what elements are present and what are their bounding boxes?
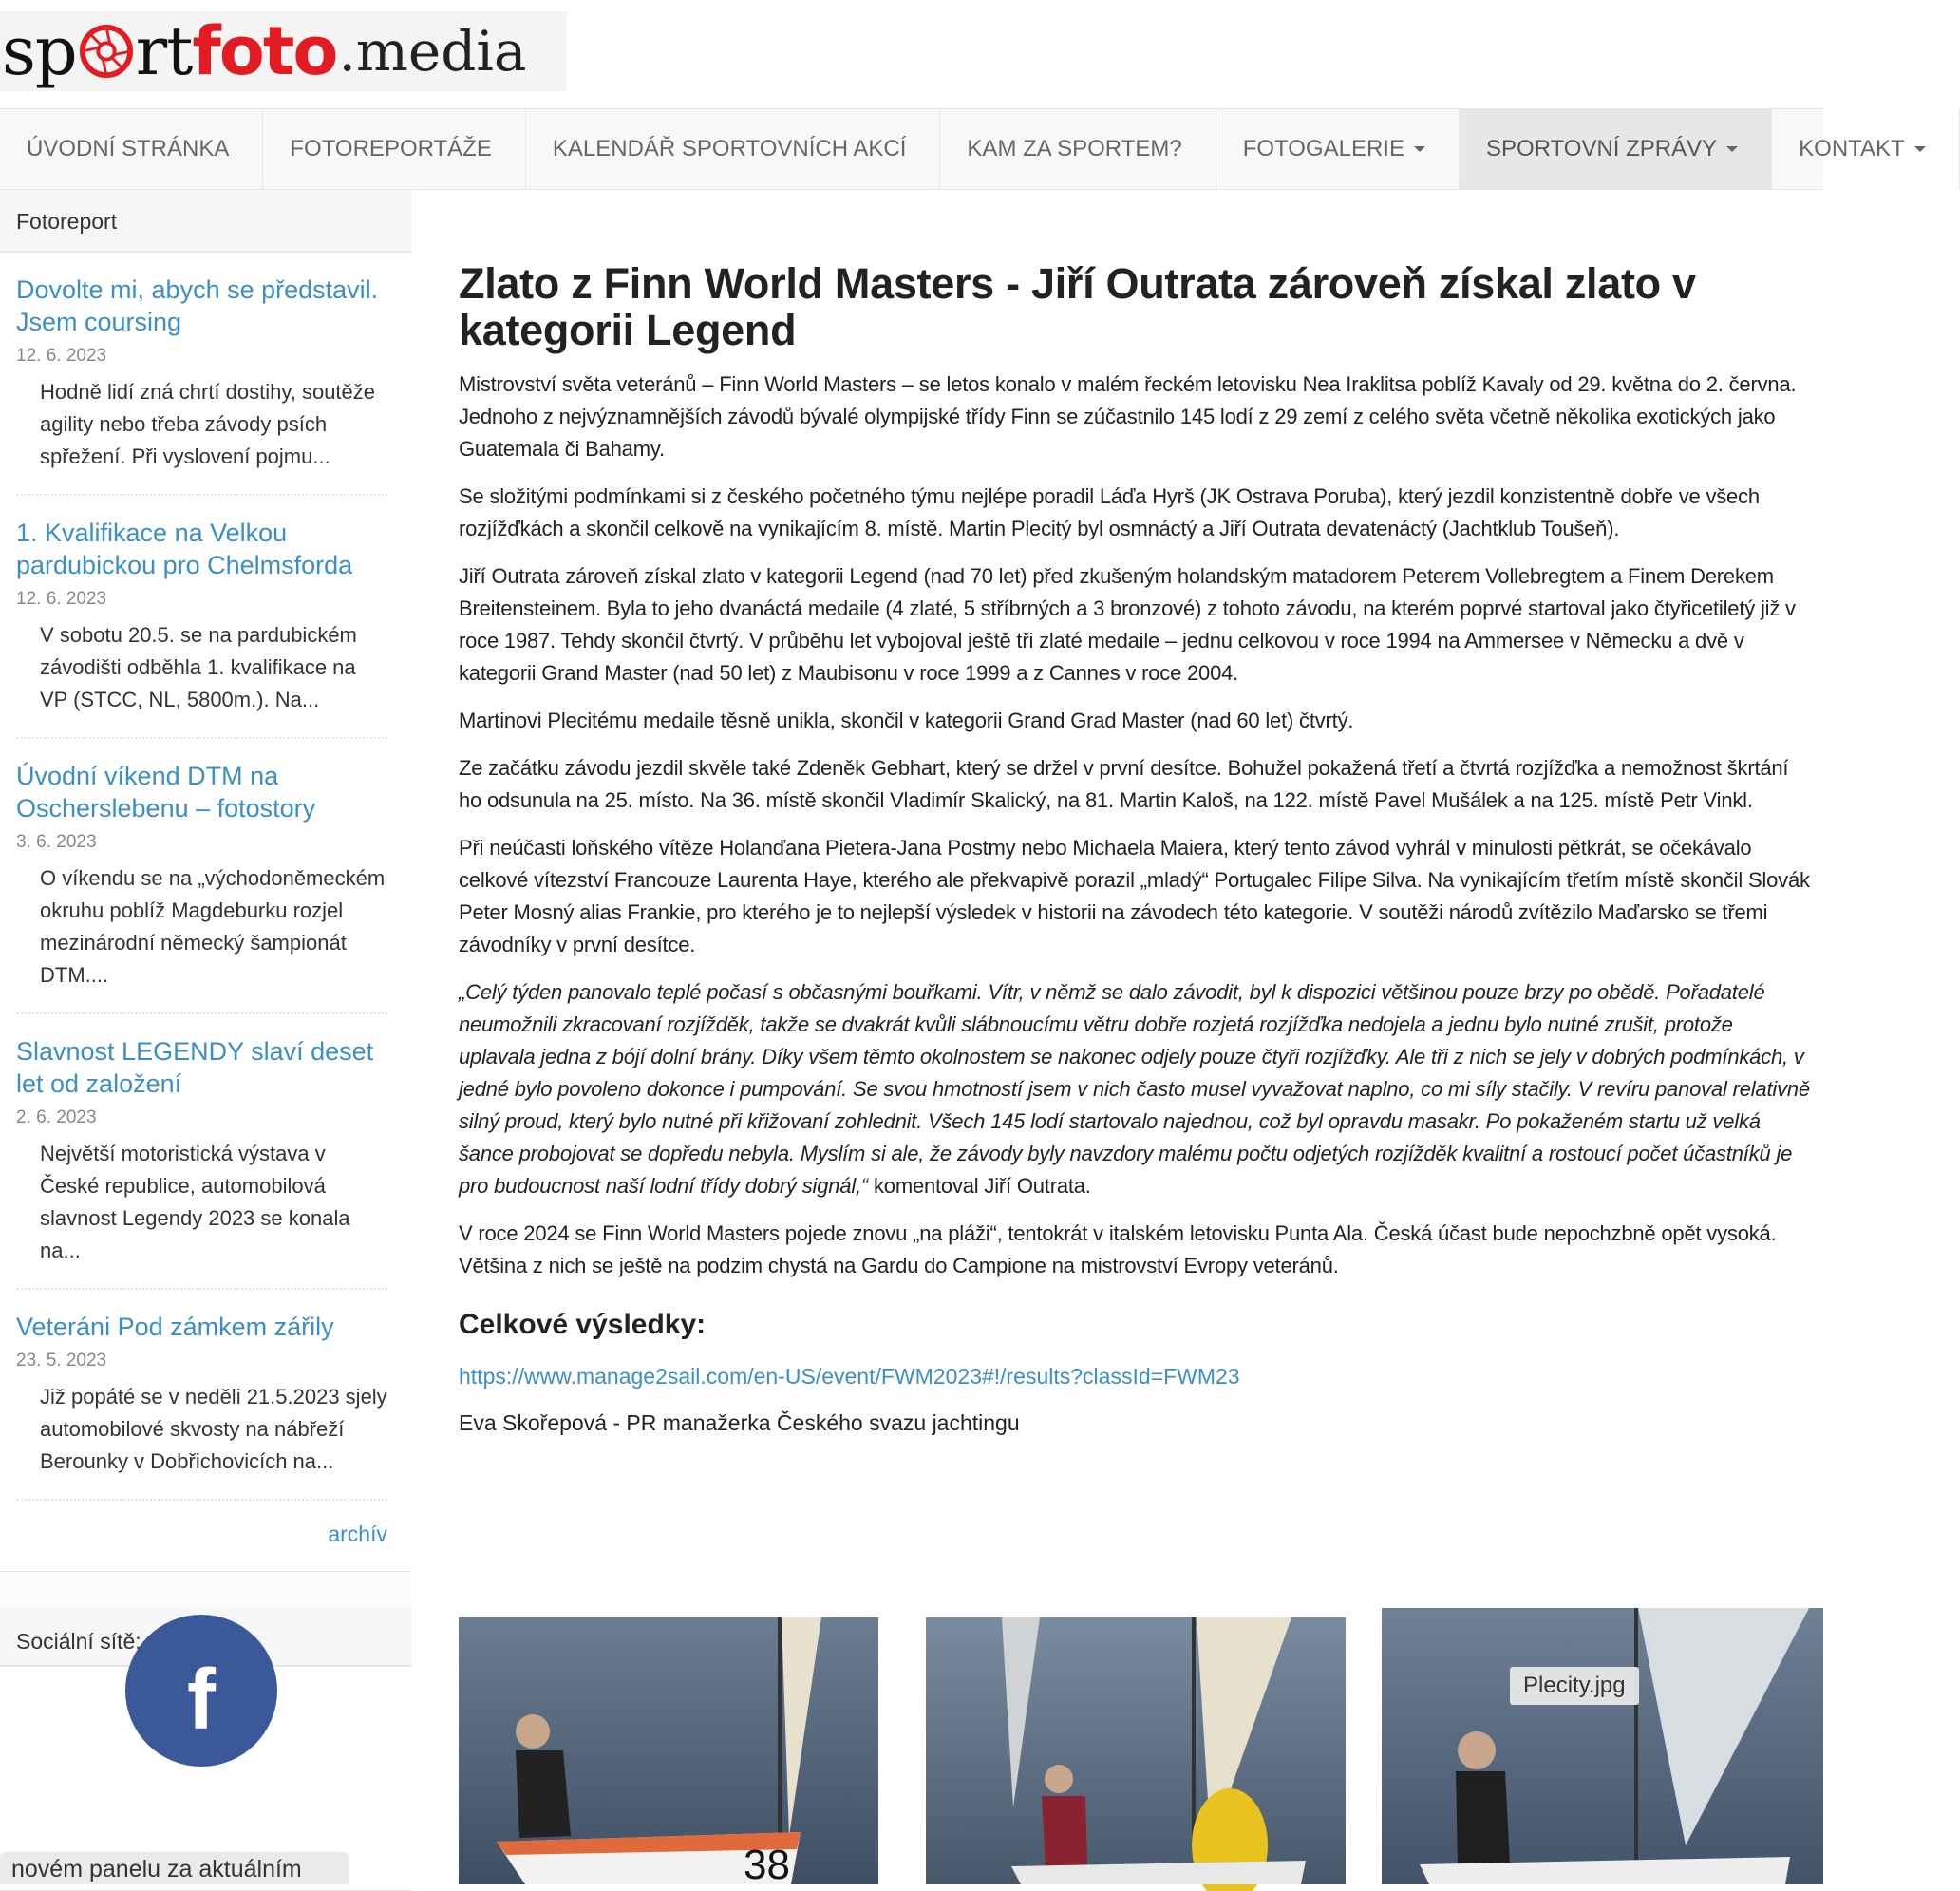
results-link[interactable]: https://www.manage2sail.com/en-US/event/FWM2023#!/results?classId=FWM23 xyxy=(459,1364,1240,1389)
sidebar-article-excerpt: Největší motoristická výstava v České republice, automobilová slavnost Legendy 2023 se konala na... xyxy=(40,1142,350,1262)
site-header xyxy=(0,0,1823,108)
article-paragraph: Ze začátku závodu jezdil skvěle také Zdeněk Gebhart, který se držel v první desítce. Bohužel pokažená třetí a čtvrtá rozjížďka a nemožnost škrtání ho odsunula na 25. místo. Na 36. místě skončil Vladimír Skalický, na 81. Martin Kaloš, na 122. místě Pavel Mušálek a na 125. místě Petr Vinkl. xyxy=(459,756,1789,812)
sidebar-article-title-link[interactable]: Úvodní víkend DTM na Oscherslebenu – fotostory xyxy=(16,762,316,823)
article-paragraph: Při neúčasti loňského vítěze Holanďana Pietera-Jana Postmy nebo Michaela Maiera, který tento závod vyhrál v minulosti pětkrát, se očekávalo celkové vítezství Francouze Laurenta Haye, kterého ale překvapivě porazil „mladý“ Portugalec Filipe Silva. Na vynikajícím třetím místě skončil Slovák Peter Mosný alias Frankie, pro kterého je to nejlepší výsledek v historii na závodech této kategorie. V soutěži národů zvítězilo Maďarsko se třemi závodníky v první desítce. xyxy=(459,836,1810,956)
article-quote: „Celý týden panovalo teplé počasí s občasnými bouřkami. Vítr, v němž se dalo závodit, byl k dispozici většinou pouze brzy po obědě. Pořadatelé neumožnili zkracovaní rozjížděk, takže se dvakrát kvůli slábnoucímu větru dobře rozjetá rozjížďka nedojela a jednu bylo nutné zrušit, protože uplavala jedna z bójí dolní brány. Díky všem těmto okolnostem se nakonec odjely pouze čtyři rozjížďky. Ale tři z nich se jely v dobrých podmínkách, v jedné bylo povoleno dokonce i pumpování. Se svou hmotností jsem v nich často musel vyvažovat naplno, co mi síly stačily. V revíru panoval relativně silný proud, který bylo nutné při křižovaní zohlednit. Všech 145 lodí startovalo najednou, což byl opravdu masakr. Po pokaženém startu už velká šance probojovat se dopředu nebyla. Myslím si ale, že závody byly navzdory malému počtu odjetých rozjížděk kvalitní a rostoucí počet účastníků je pro budoucnost naší lodní třídy dobrý signál,“ xyxy=(459,980,1810,1198)
facebook-icon[interactable]: f xyxy=(125,1615,277,1767)
results-heading: Celkové výsledky: xyxy=(459,1309,707,1340)
status-toast: novém panelu za aktuálním xyxy=(0,1852,349,1884)
nav-item-home[interactable]: ÚVODNÍ STRÁNKA xyxy=(0,109,263,189)
sidebar-article xyxy=(0,1014,411,1290)
quote-attribution: komentoval Jiří Outrata. xyxy=(873,1174,1091,1198)
article-paragraph: V roce 2024 se Finn World Masters pojede znovu „na pláži“, tentokrát v italském letovisku Punta Ala. Česká účast bude nepochzbně opět vysoká. Většina z nich se ještě na podzim chystá na Gardu do Campione na mistrovství Evropy veteránů. xyxy=(459,1221,1777,1277)
article-quote-block xyxy=(459,976,1812,1202)
site-logo[interactable]: sp rt foto .media xyxy=(0,11,567,91)
caret-down-icon xyxy=(1414,146,1425,152)
nav-item-sports-news[interactable]: SPORTOVNÍ ZPRÁVY xyxy=(1460,109,1772,189)
photo-filename-tooltip: Plecity.jpg xyxy=(1510,1667,1639,1705)
sidebar-article xyxy=(0,496,411,739)
sidebar-article xyxy=(0,739,411,1014)
caret-down-icon xyxy=(1726,146,1738,152)
main-navbar xyxy=(0,108,1905,190)
sidebar-article xyxy=(0,253,411,496)
sidebar-article-title-link[interactable]: Slavnost LEGENDY slaví deset let od založení xyxy=(16,1037,374,1098)
sidebar-article xyxy=(0,1290,411,1501)
panel-heading: Fotoreport xyxy=(0,190,411,253)
sailboat-photo-image xyxy=(1382,1608,1823,1884)
sidebar-article-excerpt: V sobotu 20.5. se na pardubickém závodišti odběhla 1. kvalifikace na VP (STCC, NL, 5800m.). Na... xyxy=(40,623,357,711)
caret-down-icon xyxy=(1914,146,1926,152)
sidebar-article-excerpt: Již popáté se v neděli 21.5.2023 sjely automobilové skvosty na nábřeží Berounky v Dobřichovicích na... xyxy=(40,1385,387,1473)
nav-item-photo-reports[interactable]: FOTOREPORTÁŽE xyxy=(263,109,525,189)
sailboat-photo-image xyxy=(459,1617,878,1888)
sidebar-article-excerpt: O víkendu se na „východoněmeckém okruhu poblíž Magdeburku rozjel mezinárodní německý šampionát DTM.... xyxy=(40,866,386,987)
article-author: Eva Skořepová - PR manažerka Českého svazu jachtingu xyxy=(459,1410,1020,1435)
sidebar-article-date: 12. 6. 2023 xyxy=(16,589,107,609)
sidebar-article-excerpt: Hodně lidí zná chrtí dostihy, soutěže agility nebo třeba závody psích spřežení. Při vyslovení pojmu... xyxy=(40,380,376,468)
sidebar-article-date: 12. 6. 2023 xyxy=(16,346,107,366)
sidebar-article-title-link[interactable]: 1. Kvalifikace na Velkou pardubickou pro Chelmsforda xyxy=(16,519,353,579)
boat-number: 38 xyxy=(744,1842,790,1888)
sidebar-article-date: 3. 6. 2023 xyxy=(16,832,97,852)
photo-report-panel xyxy=(0,190,411,1572)
nav-item-sports-calendar[interactable]: KALENDÁŘ SPORTOVNÍCH AKCÍ xyxy=(526,109,941,189)
article-paragraph: Martinovi Plecitému medaile těsně unikla, skončil v kategorii Grand Grad Master (nad 60 let) čtvrtý. xyxy=(459,709,1354,732)
sidebar-article-date: 23. 5. 2023 xyxy=(16,1351,107,1371)
sidebar-article-title-link[interactable]: Dovolte mi, abych se představil. Jsem coursing xyxy=(16,275,379,336)
nav-item-where-to-sport[interactable]: KAM ZA SPORTEM? xyxy=(940,109,1216,189)
article-paragraph: Se složitými podmínkami si z českého početného týmu nejlépe poradil Láďa Hyrš (JK Ostrava Poruba), který jezdil konzistentně dobře ve všech rozjížďkách a skončil celkově na vynikajícím 8. místě. Martin Plecitý byl osmnáctý a Jiří Outrata devatenáctý (Jachtklub Toušeň). xyxy=(459,484,1760,540)
article-title: Zlato z Finn World Masters - Jiří Outrata zároveň získal zlato v kategorii Legend xyxy=(459,259,1696,354)
sidebar-article-date: 2. 6. 2023 xyxy=(16,1107,97,1127)
aperture-logo-icon xyxy=(79,24,134,79)
sailboat-photo-image xyxy=(926,1617,1346,1884)
nav-item-photo-gallery[interactable]: FOTOGALERIE xyxy=(1216,109,1460,189)
gallery-photo[interactable] xyxy=(926,1617,1346,1884)
gallery-photo[interactable] xyxy=(1382,1608,1823,1884)
article-paragraph: Jiří Outrata zároveň získal zlato v kategorii Legend (nad 70 let) před zkušeným holandským matadorem Peterem Vollebregtem a Finem Derekem Breitensteinem. Byla to jeho dvanáctá medaile (4 zlaté, 5 stříbrných a 3 bronzové) z tohoto závodu, na kterém poprvé startoval jako čtyřicetiletý již v roce 1987. Tehdy skončil čtvrtý. V průběhu let vybojoval ještě tři zlaté medaile – jednu celkovou v roce 1994 na Ammersee v Německu a dvě v kategorii Grand Master (nad 50 let) z Maubisonu v roce 1999 a z Cannes v roce 2004. xyxy=(459,564,1796,685)
social-heading: Sociální sítě: xyxy=(0,1606,411,1667)
sidebar-article-title-link[interactable]: Veteráni Pod zámkem zářily xyxy=(16,1313,334,1341)
article xyxy=(459,190,1812,1436)
gallery-photo[interactable] xyxy=(459,1617,878,1888)
article-paragraph: Mistrovství světa veteránů – Finn World Masters – se letos konalo v malém řeckém letovisku Nea Iraklitsa poblíž Kavaly od 29. května do 2. června. Jednoho z nejvýznamnějších závodů bývalé olympijské třídy Finn se zúčastnilo 145 lodí z 29 zemí z celého světa včetně několika exotických jako Guatemala či Bahamy. xyxy=(459,372,1797,461)
nav-item-contact[interactable]: KONTAKT xyxy=(1772,109,1960,189)
archive-link[interactable]: archív xyxy=(328,1522,387,1546)
article-body xyxy=(459,369,1812,1282)
